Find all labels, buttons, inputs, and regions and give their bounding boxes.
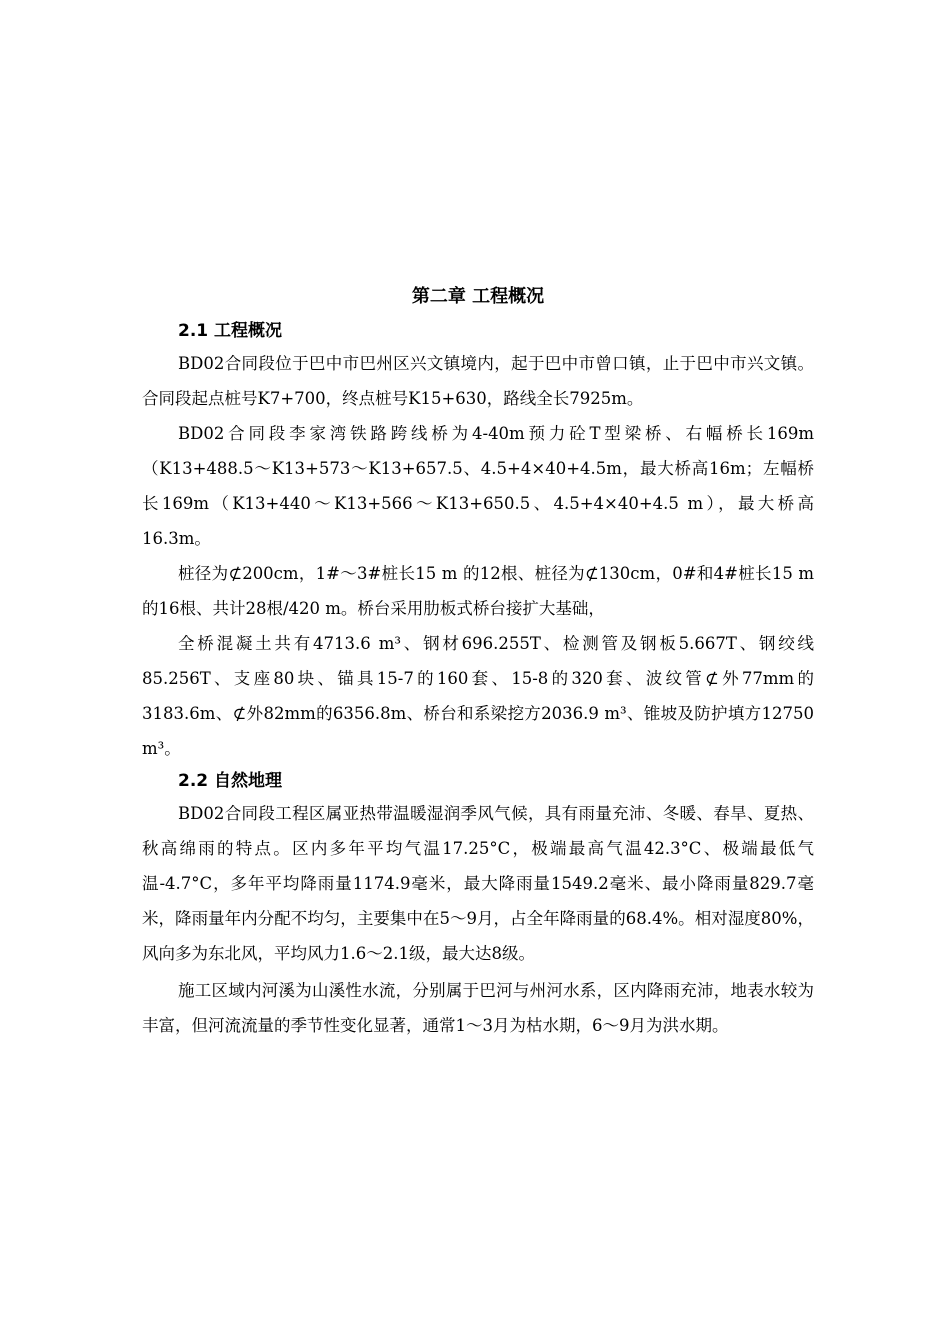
section-heading-2-2: 2.2 自然地理: [178, 771, 283, 791]
paragraph-pile-info: 桩径为⊄200cm，1#～3#桩长15 m 的12根、桩径为⊄130cm，0#和4#桩长15 m 的16根、共计28根/420 m。桥台采用肋板式桥台接扩大基础，: [142, 564, 814, 618]
paragraph-climate: BD02合同段工程区属亚热带温暖湿润季风气候，具有雨量充沛、冬暖、春旱、夏热、秋高绵雨的特点。区内多年平均气温17.25°C，极端最高气温42.3°C、极端最低气温-4.7°C，多年平均降雨量1174.9毫米，最大降雨量1549.2毫米、最小降雨量829.7毫米，降雨量年内分配不均匀，主要集中在5～9月，占全年降雨量的68.4%。相对湿度80%，风向多为东北风，平均风力1.6～2.1级，最大达8级。: [142, 804, 814, 963]
section-heading-2-1: 2.1 工程概况: [178, 321, 283, 341]
chapter-title: 第二章 工程概况: [411, 286, 545, 307]
paragraph-material-quantities: 全桥混凝土共有4713.6 m³、钢材696.255T、检测管及钢板5.667T、钢绞线85.256T、支座80块、锚具15-7的160套、15-8的320套、波纹管⊄外77mm的3183.6m、⊄外82mm的6356.8m、桥台和系梁挖方2036.9 m³、锥坡及防护填方12750 m³。: [142, 634, 814, 758]
paragraph-contract-location: BD02合同段位于巴中市巴州区兴文镇境内，起于巴中市曾口镇，止于巴中市兴文镇。合同段起点桩号K7+700，终点桩号K15+630，路线全长7925m。: [142, 354, 814, 408]
paragraph-bridge-overview: BD02合同段李家湾铁路跨线桥为4-40m预力砼T型梁桥、右幅桥长169m（K13+488.5～K13+573～K13+657.5、4.5+4×40+4.5m，最大桥高16m；左幅桥长169m（K13+440～K13+566～K13+650.5、4.5+4×40+4.5 m），最大桥高16.3m。: [142, 424, 814, 548]
document-page: [142, 284, 814, 1043]
paragraph-hydrology: 施工区域内河溪为山溪性水流，分别属于巴河与州河水系，区内降雨充沛，地表水较为丰富，但河流流量的季节性变化显著，通常1～3月为枯水期，6～9月为洪水期。: [142, 981, 814, 1035]
